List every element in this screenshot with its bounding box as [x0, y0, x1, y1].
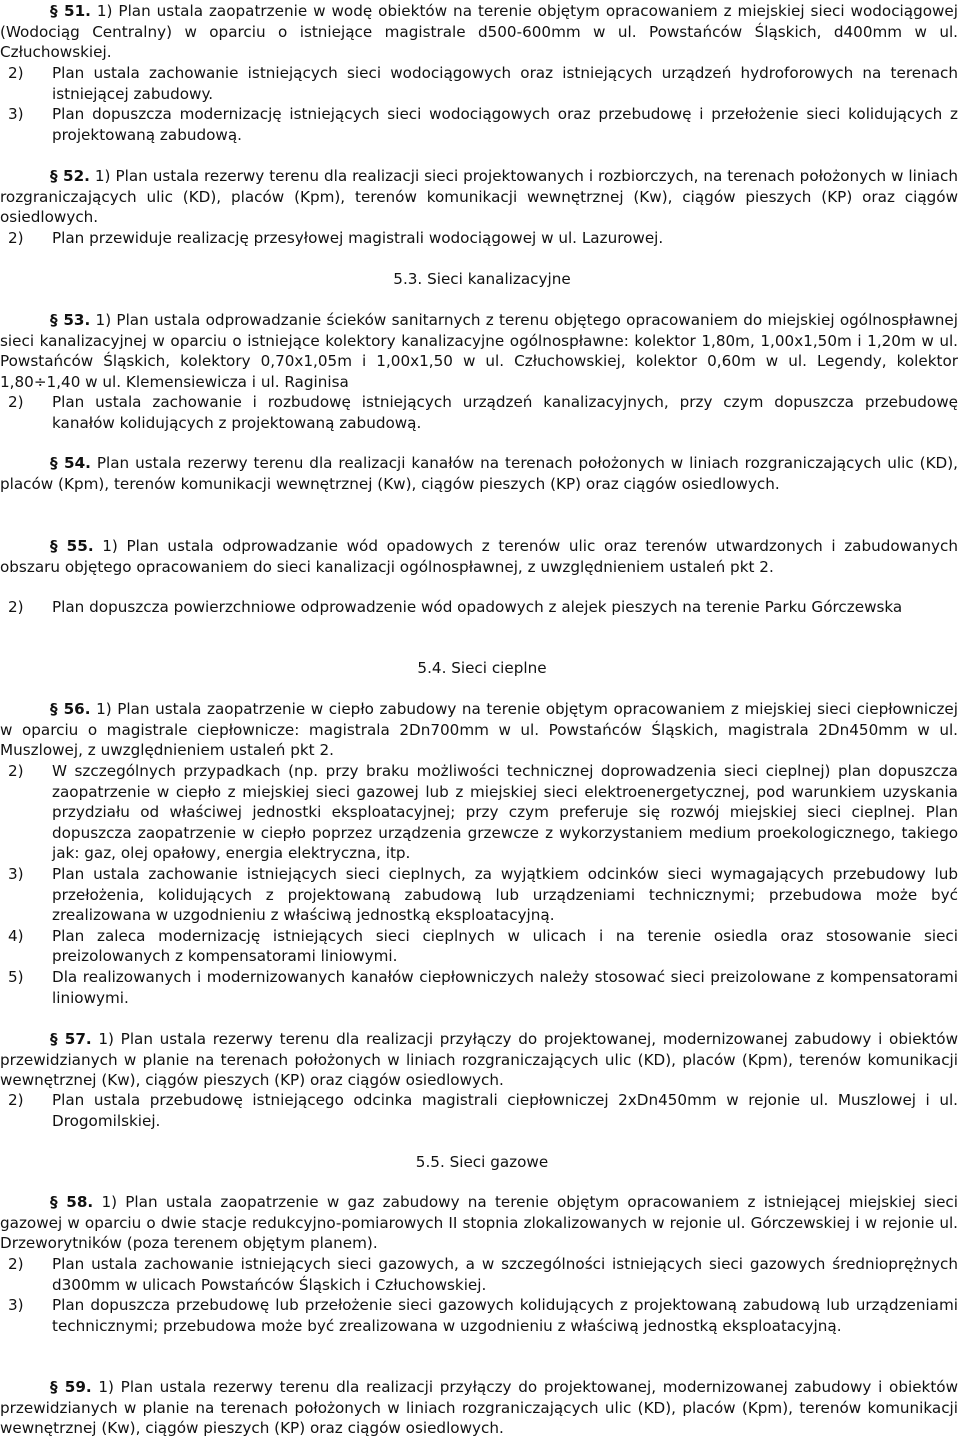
- paragraph-54-text: Plan ustala rezerwy terenu dla realizacji kanałów na terenach położonych w liniach rozgraniczających ulic (KD), placów (Kpm), terenów komunikacji wewnętrznej (Kw), ciągów pieszych (KP) oraz ciągów osiedlowych.: [0, 454, 958, 493]
- section-number-57: § 57.: [50, 1030, 92, 1048]
- paragraph-57-items: [0, 1090, 958, 1131]
- list-item: 2) Plan ustala zachowanie istniejących sieci gazowych, a w szczególności istniejących sieci gazowych średnioprężnych d300mm w ulicach Powstańców Śląskich i Człuchowskiej.: [8, 1255, 958, 1294]
- paragraph-52: [0, 166, 958, 228]
- list-item: 2) Plan przewiduje realizację przesyłowej magistrali wodociągowej w ul. Lazurowej.: [8, 229, 664, 247]
- paragraph-51: [0, 1, 958, 63]
- paragraph-52-items: [0, 228, 958, 249]
- paragraph-53-items: [0, 392, 958, 433]
- section-number-52: § 52.: [50, 167, 90, 185]
- section-number-51: § 51.: [50, 2, 91, 20]
- paragraph-55-items: [0, 597, 958, 618]
- list-item: 3) Plan dopuszcza przebudowę lub przełożenie sieci gazowych kolidujących z projektowaną zabudową lub urządzeniami technicznymi; przebudowa może być zrealizowana w uzgodnieniu z właściwą jednostką eksploatacyjną.: [8, 1296, 958, 1335]
- section-number-59: § 59.: [50, 1378, 92, 1396]
- paragraph-57-text: 1) Plan ustala rezerwy terenu dla realizacji przyłączy do projektowanej, modernizowanej zabudowy i obiektów przewidzianych w planie na terenach położonych w liniach rozgraniczających ulic (KD), placów (Kpm), terenów komunikacji wewnętrznej (Kw), ciągów pieszych (KP) oraz ciągów osiedlowych.: [0, 1030, 958, 1090]
- section-number-58: § 58.: [50, 1193, 94, 1211]
- list-item: 2) Plan ustala zachowanie istniejących sieci wodociągowych oraz istniejących urządzeń hydroforowych na terenach istniejącej zabudowy.: [8, 64, 958, 103]
- list-item: 2) Plan dopuszcza powierzchniowe odprowadzenie wód opadowych z alejek pieszych na terenie Parku Górczewska: [8, 598, 903, 616]
- paragraph-51-text: 1) Plan ustala zaopatrzenie w wodę obiektów na terenie objętym opracowaniem z miejskiej sieci wodociągowej (Wodociąg Centralny) w oparciu o istniejące magistrale d500-600mm w ul. Powstańców Śląskich, d400mm w ul. Człuchowskiej.: [0, 2, 958, 62]
- list-item: 4) Plan zaleca modernizację istniejących sieci cieplnych w ulicach i na terenie osiedla oraz stosowanie sieci preizolowanych z kompensatorami liniowymi.: [8, 926, 958, 966]
- section-number-56: § 56.: [50, 700, 91, 718]
- heading-5-4: 5.4. Sieci cieplne: [417, 659, 547, 677]
- paragraph-58: [0, 1192, 958, 1254]
- paragraph-59: [0, 1377, 958, 1439]
- heading-5-3: 5.3. Sieci kanalizacyjne: [393, 270, 571, 288]
- list-item: 2) Plan ustala przebudowę istniejącego odcinka magistrali ciepłowniczej 2xDn450mm w rejonie ul. Muszlowej i ul. Drogomilskiej.: [8, 1091, 958, 1130]
- paragraph-56-text: 1) Plan ustala zaopatrzenie w ciepło zabudowy na terenie objętym opracowaniem z miejskiej sieci ciepłowniczej w oparciu o magistrale ciepłownicze: magistrala 2Dn700mm w ul. Powstańców Śląskich, magistrala 2Dn450mm w ul. Muszlowej, z uwzględnieniem ustaleń pkt 2.: [0, 700, 958, 760]
- section-number-55: § 55.: [50, 537, 94, 555]
- paragraph-57: [0, 1029, 958, 1091]
- paragraph-55-text: 1) Plan ustala odprowadzanie wód opadowych z terenów ulic oraz terenów utwardzonych i zabudowanych obszaru objętego opracowaniem do sieci kanalizacji ogólnospławnej, z uwzględnieniem ustaleń pkt 2.: [0, 537, 958, 576]
- section-number-53: § 53.: [50, 311, 91, 329]
- paragraph-56-items: [0, 761, 958, 1008]
- section-number-54: § 54.: [50, 454, 91, 472]
- paragraph-55: [0, 536, 958, 577]
- paragraph-54: [0, 453, 958, 494]
- paragraph-51-items: [0, 63, 958, 145]
- paragraph-58-items: [0, 1254, 958, 1336]
- list-item: 2) Plan ustala zachowanie i rozbudowę istniejących urządzeń kanalizacyjnych, przy czym dopuszcza przebudowę kanałów kolidujących z projektowaną zabudową.: [8, 393, 958, 432]
- paragraph-53: [0, 310, 958, 392]
- list-item: 3) Plan ustala zachowanie istniejących sieci cieplnych, za wyjątkiem odcinków sieci wymagających przebudowy lub przełożenia, kolidujących z projektowaną zabudową lub urządzeniami technicznymi; przebudowa może być zrealizowana w uzgodnieniu z właściwą jednostką eksploatacyjną.: [8, 864, 958, 925]
- paragraph-52-text: 1) Plan ustala rezerwy terenu dla realizacji sieci projektowanych i rozbiorczych, na terenach położonych w liniach rozgraniczających ulic (KD), placów (Kpm), terenów komunikacji wewnętrznej (Kw), ciągów pieszych (KP) oraz ciągów osiedlowych.: [0, 167, 958, 227]
- list-item: 3) Plan dopuszcza modernizację istniejących sieci wodociągowych oraz przebudowę i przełożenie sieci kolidujących z projektowaną zabudową.: [8, 105, 958, 144]
- paragraph-58-text: 1) Plan ustala zaopatrzenie w gaz zabudowy na terenie objętym opracowaniem z istniejącej miejskiej sieci gazowej w oparciu o dwie stacje redukcyjno-pomiarowych II stopnia zlokalizowanych w rejonie ul. Górczewskiej i w rejonie ul. Drzeworytników (poza terenem objętym planem).: [0, 1193, 959, 1253]
- list-item: 2) W szczególnych przypadkach (np. przy braku możliwości technicznej doprowadzenia sieci cieplnej) plan dopuszcza zaopatrzenie w ciepło z miejskiej sieci gazowej lub z miejskiej sieci elektroenergetycznej, pod warunkiem uzyskania przydziału od właściwej jednostki eksploatacyjnej; przy czym preferuje się rozwój miejskiej sieci cieplnej. Plan dopuszcza zaopatrzenie w ciepło poprzez urządzenia grzewcze z wykorzystaniem medium proekologicznego, takiego jak: gaz, olej opałowy, energia elektryczna, itp.: [8, 762, 958, 863]
- paragraph-59-text: 1) Plan ustala rezerwy terenu dla realizacji przyłączy do projektowanej, modernizowanej zabudowy i obiektów przewidzianych w planie na terenach położonych w liniach rozgraniczających ulic (KD), placów (Kpm), terenów komunikacji wewnętrznej (Kw), ciągów pieszych (KP) oraz ciągów osiedlowych.: [0, 1378, 958, 1438]
- heading-5-5: 5.5. Sieci gazowe: [415, 1153, 549, 1171]
- paragraph-56: [0, 699, 958, 761]
- list-item: 5) Dla realizowanych i modernizowanych kanałów ciepłowniczych należy stosować sieci preizolowane z kompensatorami liniowymi.: [8, 967, 958, 1007]
- paragraph-53-text: 1) Plan ustala odprowadzanie ścieków sanitarnych z terenu objętego opracowaniem do miejskiej ogólnospławnej sieci kanalizacyjnej w oparciu o istniejące kolektory kanalizacyjne ogólnospławne: kolektor 1,80m, 1,00x1,50m i 1,20m w ul. Powstańców Śląskich, kolektory 0,70x1,05m i 1,00x1,50 w ul. Człuchowskiej, kolektor 0,60m w ul. Legendy, kolektor 1,80÷1,40 w ul. Klemensiewicza i ul. Raginisa: [0, 311, 958, 391]
